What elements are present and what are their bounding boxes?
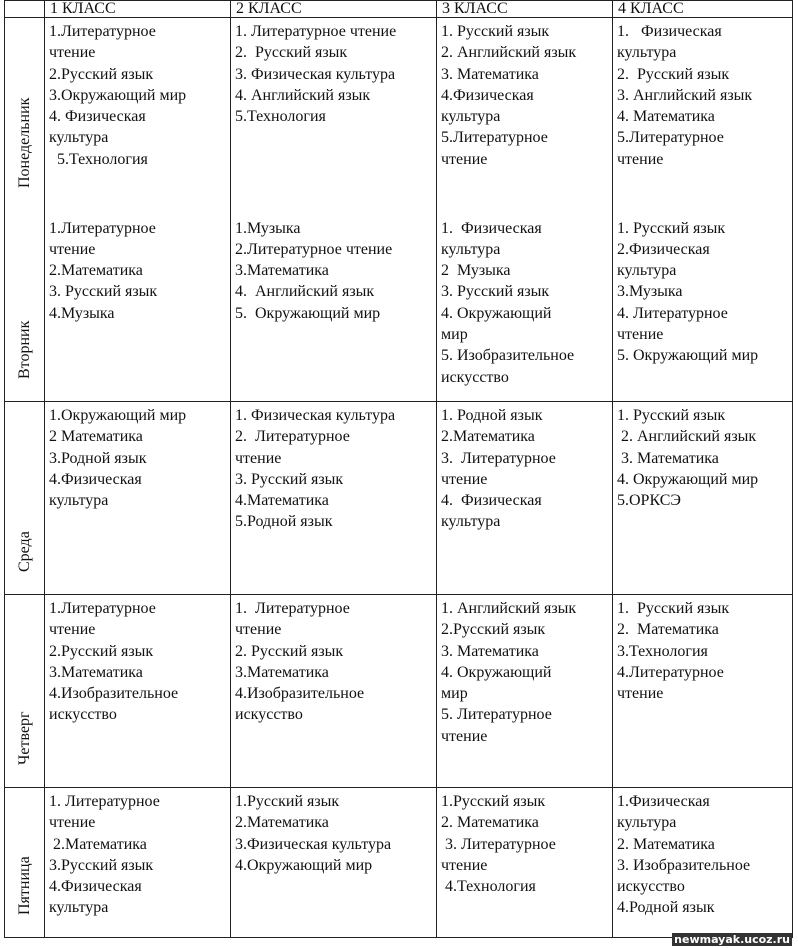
lesson-line: искусство (235, 706, 303, 724)
lesson-line: 5.Родной язык (235, 513, 333, 531)
lesson-line: 1. Английский язык (441, 600, 577, 617)
lesson-line: 2.Математика (441, 428, 535, 446)
lesson-cell-class-3 (437, 595, 613, 788)
lesson-line: культура (441, 513, 501, 531)
lesson-cell-class-4 (613, 402, 793, 595)
lesson-line: 5.Литературное (617, 129, 724, 147)
day-cell (5, 210, 45, 402)
lesson-line: 3. Изобразительное (617, 856, 751, 874)
lesson-line: 2.Математика (49, 835, 147, 853)
lesson-line: 3.Русский язык (49, 856, 154, 874)
lesson-line: 2.Физическая (617, 240, 710, 258)
lesson-line: 4. Физическая (49, 108, 146, 126)
lesson-line: культура (617, 262, 677, 280)
lesson-line: искусство (441, 368, 509, 386)
lesson-cell-class-1 (45, 595, 231, 788)
lesson-line: культура (441, 240, 501, 258)
lesson-line: чтение (617, 325, 664, 343)
day-cell (5, 595, 45, 788)
lesson-line: мир (441, 685, 468, 703)
lesson-line: 2.Русский язык (441, 621, 546, 639)
lesson-line: 5.Технология (49, 150, 148, 168)
lesson-cell-class-4 (613, 595, 793, 788)
header-class-2: 2 КЛАСС (231, 1, 437, 18)
lesson-line: 4.Музыка (49, 304, 115, 322)
day-label: Понедельник (15, 97, 33, 188)
lesson-line: чтение (49, 240, 96, 258)
lesson-line: 4.Окружающий мир (235, 856, 373, 874)
lesson-line: чтение (617, 685, 664, 703)
lesson-line: 1.Литературное (49, 219, 156, 237)
lesson-line: 3.Математика (235, 262, 329, 280)
lesson-line: 4.Математика (235, 492, 329, 510)
lesson-line: 5. Окружающий мир (235, 304, 381, 322)
lesson-cell-class-3 (437, 18, 613, 210)
lesson-line: 1.Литературное (49, 600, 156, 617)
header-class-3: 3 КЛАСС (437, 1, 613, 18)
header-row (5, 1, 793, 18)
lesson-line: чтение (49, 621, 96, 639)
lesson-line: 2. Литературное (235, 428, 350, 446)
day-row (5, 18, 793, 210)
lesson-line: 3. Русский язык (441, 283, 550, 301)
lesson-line: 2. Английский язык (617, 428, 757, 446)
lesson-line: 4.Физическая (49, 470, 142, 488)
lesson-line: чтение (49, 814, 96, 832)
lesson-cell-class-1 (45, 210, 231, 402)
lesson-line: 3. Математика (441, 642, 539, 660)
lesson-cell-class-3 (437, 210, 613, 402)
lesson-line: 4. Физическая (441, 492, 542, 510)
lesson-line: 1.Русский язык (441, 793, 546, 810)
lesson-cell-class-4 (613, 210, 793, 402)
lesson-line: 2 Математика (49, 428, 143, 446)
lesson-line: 5. Окружающий мир (617, 347, 759, 365)
lesson-line: искусство (49, 706, 117, 724)
lesson-line: 1. Физическая культура (235, 407, 396, 424)
lesson-line: 2. Русский язык (235, 44, 348, 62)
lesson-line: 1. Литературное чтение (235, 23, 397, 40)
lesson-line: 1. Русский язык (617, 600, 730, 617)
schedule-table (4, 0, 793, 938)
lesson-line: 1. Русский язык (617, 219, 726, 237)
lesson-cell-class-3 (437, 788, 613, 938)
lesson-line: 2. Английский язык (441, 44, 577, 62)
lesson-line: 1. Литературное (235, 600, 350, 617)
lesson-line: культура (617, 814, 677, 832)
lesson-line: 2.Литературное чтение (235, 240, 393, 258)
lesson-line: 1.Окружающий мир (49, 407, 187, 424)
header-class-1: 1 КЛАСС (45, 1, 231, 18)
lesson-line: 1. Русский язык (441, 23, 550, 40)
lesson-line: чтение (441, 470, 488, 488)
lesson-line: 2. Математика (441, 814, 539, 832)
header-corner (5, 1, 45, 18)
lesson-line: 3.Окружающий мир (49, 86, 187, 104)
lesson-line: 3. Литературное (441, 835, 556, 853)
lesson-cell-class-2 (231, 210, 437, 402)
lesson-line: культура (49, 492, 109, 510)
lesson-line: 4.Изобразительное (235, 685, 365, 703)
lesson-line: чтение (441, 856, 488, 874)
lesson-line: 1.Физическая (617, 793, 710, 810)
lesson-line: 1.Музыка (235, 219, 301, 237)
day-cell (5, 788, 45, 938)
lesson-line: 4.Изобразительное (49, 685, 179, 703)
lesson-line: 4.Физическая (49, 878, 142, 896)
lesson-line: культура (49, 129, 109, 147)
lesson-line: 2.Математика (235, 814, 329, 832)
lesson-line: 1. Русский язык (617, 407, 726, 424)
lesson-line: 3. Физическая культура (235, 65, 396, 83)
day-label: Вторник (15, 320, 33, 379)
lesson-cell-class-2 (231, 18, 437, 210)
lesson-line: 3. Русский язык (235, 470, 344, 488)
day-row (5, 595, 793, 788)
lesson-line: культура (49, 899, 109, 917)
lesson-line: 2. Русский язык (235, 642, 344, 660)
lesson-line: 2. Русский язык (617, 65, 730, 83)
lesson-line: культура (617, 44, 677, 62)
lesson-line: 4. Английский язык (235, 86, 371, 104)
lesson-line: 5.Литературное (441, 129, 548, 147)
lesson-cell-class-1 (45, 788, 231, 938)
watermark: newmayak.ucoz.ru (674, 933, 790, 946)
lesson-cell-class-2 (231, 595, 437, 788)
lesson-line: 5. Изобразительное (441, 347, 575, 365)
lesson-line: 5.Технология (235, 108, 326, 126)
lesson-line: 4.Родной язык (617, 899, 715, 917)
lesson-line: чтение (617, 150, 664, 168)
lesson-cell-class-1 (45, 402, 231, 595)
day-cell (5, 402, 45, 595)
lesson-line: 3.Математика (49, 663, 143, 681)
day-label: Среда (15, 531, 33, 572)
day-row (5, 210, 793, 402)
lesson-line: 4. Окружающий мир (617, 470, 759, 488)
lesson-line: 4. Окружающий (441, 304, 552, 322)
lesson-cell-class-4 (613, 18, 793, 210)
lesson-line: 4. Литературное (617, 304, 728, 322)
lesson-line: 4.Литературное (617, 663, 724, 681)
lesson-line: искусство (617, 878, 685, 896)
lesson-line: 2. Математика (617, 835, 715, 853)
lesson-line: чтение (441, 727, 488, 745)
lesson-cell-class-3 (437, 402, 613, 595)
lesson-line: 4. Английский язык (235, 283, 375, 301)
lesson-line: 1.Литературное (49, 23, 156, 40)
lesson-line: 4. Окружающий (441, 663, 552, 681)
lesson-line: 1. Физическая (617, 23, 722, 40)
lesson-cell-class-4 (613, 788, 793, 938)
lesson-line: 3.Музыка (617, 283, 683, 301)
day-label: Пятница (15, 856, 33, 915)
lesson-line: чтение (235, 449, 282, 467)
lesson-line: чтение (49, 44, 96, 62)
lesson-line: 3.Технология (617, 642, 708, 660)
lesson-line: 2.Математика (49, 262, 143, 280)
lesson-line: мир (441, 325, 468, 343)
lesson-line: чтение (235, 621, 282, 639)
lesson-line: 2.Русский язык (49, 642, 154, 660)
lesson-line: 3. Математика (441, 65, 539, 83)
day-row (5, 788, 793, 938)
day-label: Четверг (15, 711, 33, 765)
lesson-line: 3.Математика (235, 663, 329, 681)
lesson-line: 3. Английский язык (617, 86, 753, 104)
lesson-line: культура (441, 108, 501, 126)
lesson-line: 3. Математика (617, 449, 719, 467)
lesson-cell-class-1 (45, 18, 231, 210)
lesson-line: 1. Физическая (441, 219, 542, 237)
lesson-line: 4.Технология (441, 878, 536, 896)
lesson-line: 3. Литературное (441, 449, 556, 467)
lesson-cell-class-2 (231, 788, 437, 938)
lesson-line: 1. Литературное (49, 793, 160, 810)
lesson-line: 5. Литературное (441, 706, 552, 724)
day-cell (5, 18, 45, 210)
lesson-line: 2. Математика (617, 621, 719, 639)
lesson-line: 1. Родной язык (441, 407, 543, 424)
lesson-line: 2 Музыка (441, 262, 511, 280)
lesson-line: 1.Русский язык (235, 793, 340, 810)
lesson-line: чтение (441, 150, 488, 168)
lesson-line: 4.Физическая (441, 86, 534, 104)
lesson-line: 2.Русский язык (49, 65, 154, 83)
lesson-line: 3.Физическая культура (235, 835, 392, 853)
lesson-cell-class-2 (231, 402, 437, 595)
lesson-line: 5.ОРКСЭ (617, 492, 681, 510)
lesson-line: 3. Русский язык (49, 283, 158, 301)
header-class-4: 4 КЛАСС (613, 1, 793, 18)
lesson-line: 3.Родной язык (49, 449, 147, 467)
day-row (5, 402, 793, 595)
lesson-line: 4. Математика (617, 108, 715, 126)
